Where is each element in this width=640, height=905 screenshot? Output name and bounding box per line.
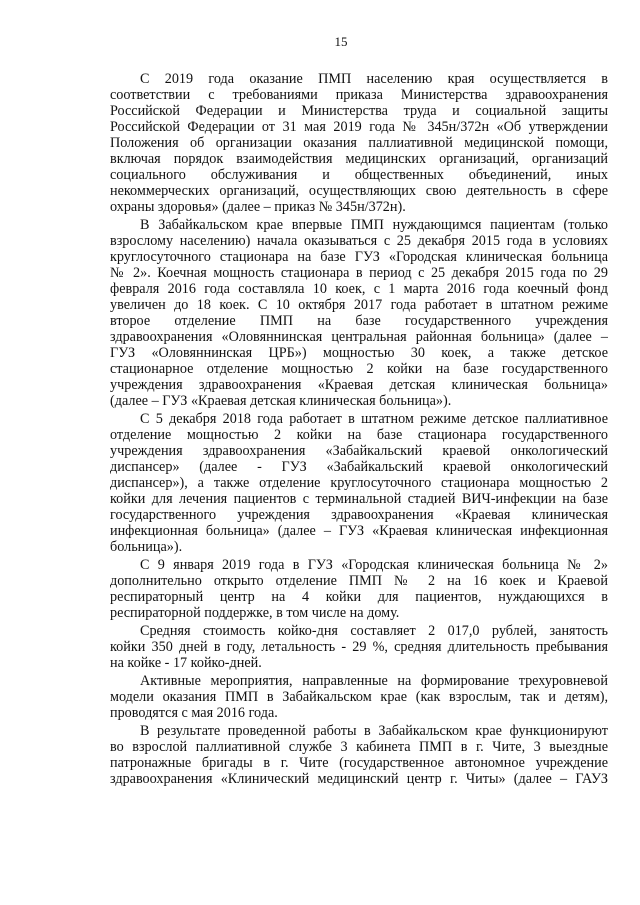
text-line: проводятся с мая 2016 года. xyxy=(110,705,278,721)
text-line: диспансер» (далее - ГУЗ «Забайкальский краевой онкологический xyxy=(110,459,608,475)
paragraph xyxy=(110,217,608,409)
text-line: некоммерческих организаций, осуществляющих свою деятельность в сфере xyxy=(110,183,608,199)
text-line: Российской Федерации от 31 мая 2019 года № 345н/372н «Об утверждении xyxy=(110,119,608,135)
document-body xyxy=(110,71,608,787)
text-line: С 5 декабря 2018 года работает в штатном режиме детское паллиативное xyxy=(140,411,608,427)
text-line: увеличен до 18 коек. С 10 октября 2017 года работает в штатном режиме xyxy=(110,297,608,313)
text-line: дополнительно открыто отделение ПМП № 2 на 16 коек и Краевой xyxy=(110,573,608,589)
text-line: инфекционная больница» (далее – ГУЗ «Краевая клиническая инфекционная xyxy=(110,523,608,539)
paragraph xyxy=(110,673,608,721)
text-line: взрослому населению) начала оказываться с 25 декабря 2015 года в условиях xyxy=(110,233,608,249)
text-line: С 2019 года оказание ПМП населению края осуществляется в xyxy=(140,71,608,87)
text-line: Средняя стоимость койко-дня составляет 2 017,0 рублей, занятость xyxy=(140,623,608,639)
text-line: диспансер»), а также отделение круглосуточного стационара мощностью 2 xyxy=(110,475,608,491)
text-line: койки для лечения пациентов с терминальной стадией ВИЧ-инфекции на базе xyxy=(110,491,608,507)
text-line: Положения об организации оказания паллиативной медицинской помощи, xyxy=(110,135,608,151)
text-line: ГУЗ «Оловяннинская ЦРБ») мощностью 30 коек, а также детское xyxy=(110,345,608,361)
text-line: (далее – ГУЗ «Краевая детская клиническая больница»). xyxy=(110,393,452,409)
text-line: респираторный центр на 4 койки для пациентов, нуждающихся в xyxy=(110,589,608,605)
text-line: койки 350 дней в году, летальность - 29 %, средняя длительность пребывания xyxy=(110,639,608,655)
text-line: стационарное отделение мощностью 2 койки на базе государственного xyxy=(110,361,608,377)
text-line: здравоохранения «Оловяннинская центральная районная больница» (далее – xyxy=(110,329,608,345)
paragraph xyxy=(110,557,608,621)
text-line: государственного учреждения здравоохранения «Краевая клиническая xyxy=(110,507,608,523)
text-line: социального обслуживания и общественных объединений, иных xyxy=(110,167,608,183)
text-line: больница»). xyxy=(110,539,183,555)
text-line: учреждения здравоохранения «Краевая детская клиническая больница» xyxy=(110,377,608,393)
text-line: охраны здоровья» (далее – приказ № 345н/372н). xyxy=(110,199,406,215)
text-line: на койке - 17 койко-дней. xyxy=(110,655,262,671)
text-line: № 2». Коечная мощность стационара в период с 25 декабря 2015 года по 29 xyxy=(110,265,608,281)
text-line: С 9 января 2019 года в ГУЗ «Городская клиническая больница № 2» xyxy=(140,557,608,573)
text-line: В результате проведенной работы в Забайкальском крае функционируют xyxy=(140,723,608,739)
text-line: включая порядок взаимодействия медицинских организаций, организаций xyxy=(110,151,608,167)
text-line: Российской Федерации и Министерства труда и социальной защиты xyxy=(110,103,608,119)
text-line: Активные мероприятия, направленные на формирование трехуровневой xyxy=(140,673,608,689)
page-number: 15 xyxy=(334,34,348,49)
text-line: второе отделение ПМП на базе государственного учреждения xyxy=(110,313,608,329)
paragraph xyxy=(110,623,608,671)
text-line: респираторной поддержке, в том числе на дому. xyxy=(110,605,400,621)
text-line: В Забайкальском крае впервые ПМП нуждающимся пациентам (только xyxy=(140,217,608,233)
text-line: февраля 2016 года составляла 10 коек, с 1 марта 2016 года коечный фонд xyxy=(110,281,608,297)
text-line: учреждения здравоохранения «Забайкальский краевой онкологический xyxy=(110,443,608,459)
text-line: модели оказания ПМП в Забайкальском крае (как взрослым, так и детям), xyxy=(110,689,608,705)
paragraph xyxy=(110,411,608,555)
paragraph xyxy=(110,723,608,787)
text-line: патронажные бригады в г. Чите (государственное автономное учреждение xyxy=(110,755,608,771)
text-line: отделение мощностью 2 койки на базе стационара государственного xyxy=(110,427,608,443)
text-line: соответствии с требованиями приказа Министерства здравоохранения xyxy=(110,87,608,103)
text-line: во взрослой паллиативной службе 3 кабинета ПМП в г. Чите, 3 выездные xyxy=(110,739,608,755)
text-line: круглосуточного стационара на базе ГУЗ «Городская клиническая больница xyxy=(110,249,608,265)
text-line: здравоохранения «Клинический медицинский центр г. Читы» (далее – ГАУЗ xyxy=(110,771,608,787)
paragraph xyxy=(110,71,608,215)
